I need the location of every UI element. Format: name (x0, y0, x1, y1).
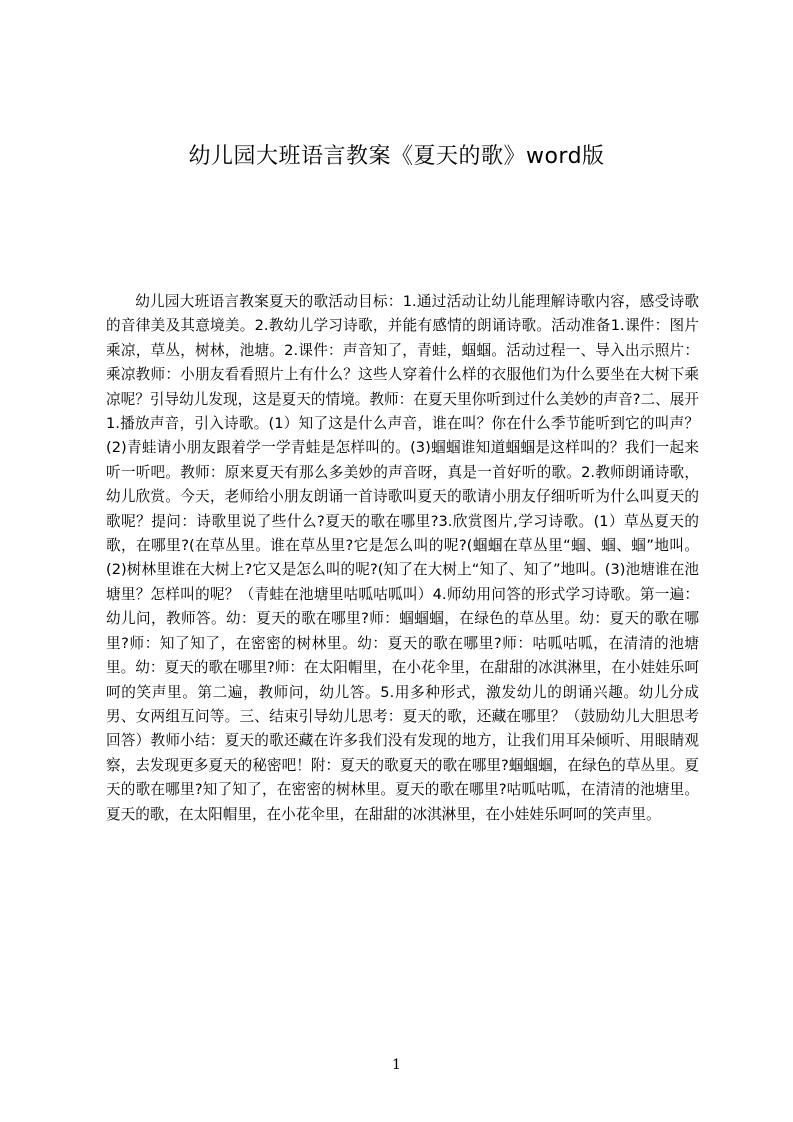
document-title: 幼儿园大班语言教案《夏天的歌》word版 (188, 144, 605, 169)
body-paragraph: 幼儿园大班语言教案夏天的歌活动目标：1.通过活动让幼儿能理解诗歌内容，感受诗歌的音律美及其意境美。2.教幼儿学习诗歌，并能有感情的朗诵诗歌。活动准备1.课件：图片乘凉，草丛，树林，池塘。2.课件：声音知了，青蛙，蝈蝈。活动过程一、导入出示照片：乘凉教师：小朋友看看照片上有什么？这些人穿着什么样的衣服他们为什么要坐在大树下乘凉呢？引导幼儿发现，这是夏天的情境。教师：在夏天里你听到过什么美妙的声音?二、展开1.播放声音，引入诗歌。(1）知了这是什么声音，谁在叫？你在什么季节能听到它的叫声？(2)青蛙请小朋友跟着学一学青蛙是怎样叫的。(3)蝈蝈谁知道蝈蝈是这样叫的？我们一起来听一听吧。教师：原来夏天有那么多美妙的声音呀，真是一首好听的歌。2.教师朗诵诗歌，幼儿欣赏。今天，老师给小朋友朗诵一首诗歌叫夏天的歌请小朋友仔细听听为什么叫夏天的歌呢？提问：诗歌里说了些什么?夏天的歌在哪里?3.欣赏图片,学习诗歌。(1）草丛夏天的歌，在哪里?(在草丛里。谁在草丛里?它是怎么叫的呢?(蝈蝈在草丛里“蝈、蝈、蝈”地叫。(2)树林里谁在大树上?它又是怎么叫的呢?(知了在大树上“知了、知了”地叫。(3)池塘谁在池塘里？怎样叫的呢？（青蛙在池塘里咕呱咕呱叫）4.师幼用问答的形式学习诗歌。第一遍：幼儿问，教师答。幼：夏天的歌在哪里?师：蝈蝈蝈，在绿色的草丛里。幼：夏天的歌在哪里?师：知了知了，在密密的树林里。幼：夏天的歌在哪里?师：咕呱咕呱，在清清的池塘里。幼：夏天的歌在哪里?师：在太阳帽里，在小花伞里，在甜甜的冰淇淋里，在小娃娃乐呵呵的笑声里。第二遍，教师问，幼儿答。5.用多种形式，激发幼儿的朗诵兴趣。幼儿分成男、女两组互问等。三、结束引导幼儿思考：夏天的歌，还藏在哪里？（鼓励幼儿大胆思考回答）教师小结：夏天的歌还藏在许多我们没有发现的地方，让我们用耳朵倾听、用眼睛观察，去发现更多夏天的秘密吧！附：夏天的歌夏天的歌在哪里?蝈蝈蝈，在绿色的草丛里。夏天的歌在哪里?知了知了，在密密的树林里。夏天的歌在哪里?咕呱咕呱，在清清的池塘里。夏天的歌，在太阳帽里，在小花伞里，在甜甜的冰淇淋里，在小娃娃乐呵呵的笑声里。 (106, 293, 699, 823)
page-number: 1 (392, 1057, 401, 1073)
